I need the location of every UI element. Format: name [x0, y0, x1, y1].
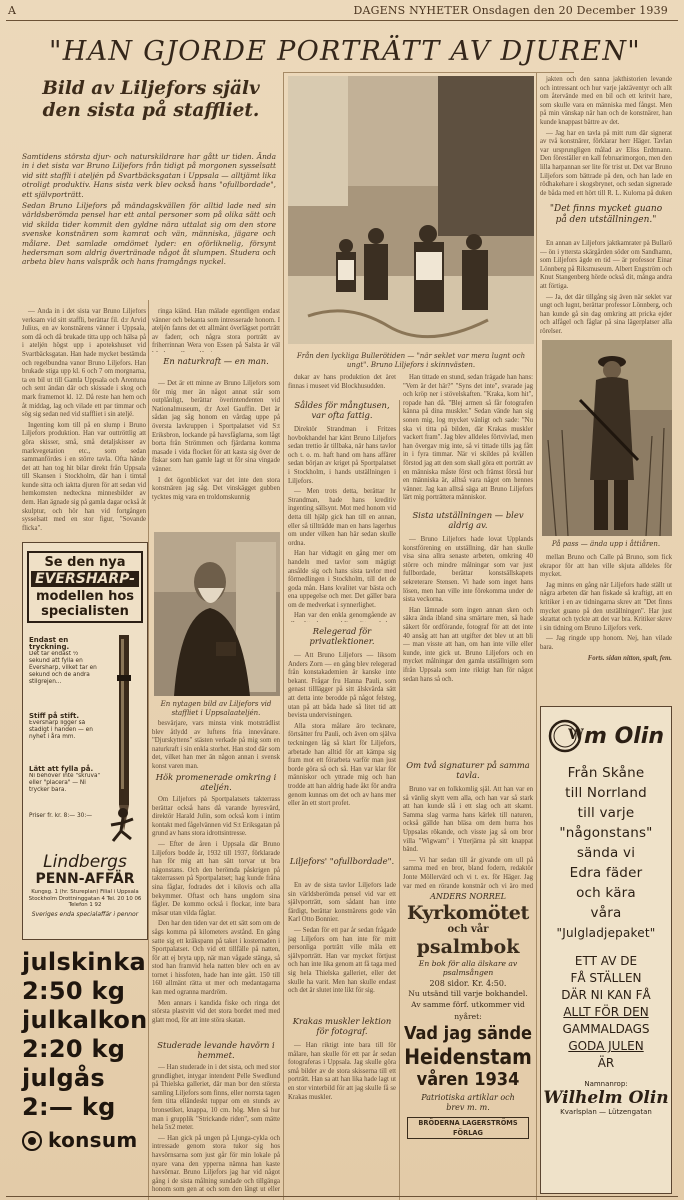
ad-line: GODA JULEN	[568, 1039, 644, 1053]
ad-product: julgås	[22, 1064, 105, 1092]
bottom-rule	[6, 1196, 678, 1197]
photo-caption: Från den lyckliga Bullerötiden — "när seklet var mera lugnt och ungt". Bruno Liljefors i skinnvästen.	[296, 352, 526, 369]
pull-quote: "Det finns mycket guano på den utställningen."	[549, 204, 663, 225]
olin-address: Kvarlsplan — Lützengatan	[560, 1108, 652, 1116]
masthead	[6, 4, 678, 18]
paragraph: besvärjare, vars minsta vink motsträdlist blev åtlydd av luftens fria innevånare. "Djurskyttens" stästen verkade på mig som en naturkraft i sin enkla storhet. Han stod där som det, vilket han mer än någon annan i svensk konst varen man.	[152, 720, 280, 770]
paragraph: Han tittade en stund, sedan frågade han hans: "Vem är det här?" "Syns det inte", svarade jag och kröp ner i stövelskaften. "Kraka, kom hit", ropade han då. "Blej armen så får fotografen känna på dina muskler." Sedan vände han sig sonen mig, log mycket vänligt och sade: "Nu ska vi titta på bilden, där Krakas muskler vackert fram". Jag blev alldeles förtvivlad, men han övergav mig inte, så vi tittade tills jag fått in i fyra timmar. När vi skildes på kvällen förstod jag att den som skall göra ett porträtt av en människa måste först och främst förstå hur en människa är, alltså vara något om hennes vänner. Jag kan alltså säga att Bruno Liljefors lärt mig porträttera människor.	[403, 374, 533, 502]
masthead-rule	[6, 20, 678, 21]
eversharp-brand: EVERSHARP-	[31, 571, 139, 587]
ad-line: och kära	[576, 885, 636, 901]
ad-price: 2:50 kg	[22, 977, 126, 1005]
paragraph: I det ögonblicket var det inte den stora konstnären jag såg. Det vinskägget gubben tycktes mig vara en troldomskunnig	[152, 476, 280, 501]
section-heading: En naturkraft — en man.	[163, 356, 269, 366]
ad-product: julkalkon	[22, 1006, 148, 1034]
article-column-3c	[288, 652, 396, 852]
olin-ad	[540, 706, 672, 1194]
olin-copy	[541, 763, 671, 943]
section-heading: Såldes för mångtusen, var ofta fattig.	[294, 400, 390, 420]
paragraph: — Ända in i det sista var Bruno Liljefors verksam vid sitt staffli, berättar fil. d:r Arvid Julius, en av konstnärens vänner i Uppsala, som då och då brukade titta upp och hälsa på i ateljén högst upp i apotekshuset vid Svartbäcksgatan. Han hade mycket bestämda och regelbundna vanor Bruno Liljefors. Han brukade stiga upp kl. 6 och 7 om morgnarna, ta en bil ut till Gamla Uppsala och Arentuna och sent ändan där och skissade i skog och mark framemot kl. 12. Då reste han hem och åt middag, lag och vilade ett par timmar och sög sig sedan ned vid staffliet i sin ateljé.	[22, 308, 146, 419]
subheadline: Bild av Liljefors själv den sista på staffliet.	[42, 78, 260, 121]
running-man-icon	[103, 805, 143, 845]
eversharp-features	[29, 637, 101, 820]
feature-heading: Lätt att fylla på.	[29, 765, 94, 773]
paragraph: — Ja, det där tillgång sig även när seklet var ungt och lugnt, berättar professor Lönnberg, och han kunde gå sin dag omkring att pricka ejder och alfågel och fåglar på sina lägerplatser alla rörelser.	[540, 293, 672, 335]
feature-heading: Endast en tryckning.	[29, 636, 70, 651]
ad-line: våra	[590, 905, 622, 921]
shop-name: Lindbergs	[43, 852, 127, 872]
photo-caption: På pass — ända upp i åttiåren.	[551, 540, 661, 548]
feature-text: Eversharp ligger så stadigt i handen — en nyhet i åra mm.	[29, 720, 93, 740]
book-price: 208 sidor. Kr. 4:50.	[429, 979, 507, 988]
article-column-1	[22, 308, 146, 546]
olin-signature: Wilhelm Olin	[543, 1088, 669, 1108]
ad-line: ETT AV DE	[574, 954, 638, 968]
ad-line: specialisten	[41, 604, 129, 619]
section-heading: Sista utställningen — blev aldrig av.	[412, 510, 524, 530]
article-column-4c	[403, 786, 533, 890]
section-heading: Om två signaturer på samma tavla.	[406, 760, 530, 780]
paragraph: Alla stora målare äro tecknare, förtsätter fru Pauli, och även om själva teckningen låg så klart för Liljefors, arbetade han alltid för att kämpa sig fram mot ett förarbeta varför man just borde göra så och så. Han var klar för människor och yttrade mig och han trodde att han aldrig hade åkt för andra genom kunnas om det och av hans mer eller än ett stort profet.	[288, 722, 396, 808]
feature-text: Ni behöver inte "skruva" eller "placera" — Ni trycker bara.	[29, 773, 101, 793]
section-heading: Hök promenerade omkring i ateljén.	[155, 772, 277, 792]
ad-line: sända vi	[576, 845, 636, 861]
feature-text: Det tar endast ½ sekund att fylla en Eversharp, vilket tar en sekund och de andra stilgrejen...	[29, 651, 97, 685]
paragraph: jakten och den sanna jakthistorien levande och intressant och hur varje jaktäventyr och allt om återvände med en bil och ett kritvit hare, som skulle vara en människa med fångst. Men på min vänskap när han och de konstnärer, han kunde knappast bättre av det.	[540, 76, 672, 126]
article-column-3e	[288, 1042, 396, 1194]
book-title: Kyrkomötet	[407, 902, 529, 924]
paragraph: Han har vidtagit en gång mer om handeln med tavlor som mägtigt ansålde sig och hans sista tavlor med förmedlingen i Stockholm, till det de goda mån. Hans kvalitet var bästa och ena uppegelse och mer. Det gäller bara om de medverkat i synnerlighet.	[288, 550, 396, 609]
shop-slogan: Sveriges enda specialaffär i pennor	[31, 910, 139, 918]
paragraph: — Men trots detta, berättar hr Strandman, hade hans kreditiv ingenting sällsynt. Mot med honom vid detta till hjälp gick han till en annan, eller så tillträdde man en hans lagerhus om under vilken han här sedan skulle ordna.	[288, 488, 396, 547]
article-column-2e	[152, 1064, 280, 1194]
article-column-4	[403, 374, 533, 506]
book-availability: Nu utsänd till varje bokhandel.	[408, 989, 528, 998]
ad-line: modellen hos	[35, 589, 135, 604]
section-letter: A	[8, 4, 16, 17]
paragraph: — Efter de åren i Uppsala där Bruno Liljefors bodde år, 1932 till 1937, förklarade han för mig att han sätt torvar ut bra någonstans. Och den berömda påskrigen på takterrassen på Sportpalatset; hag kunde fråna sina fåglar, fodrades det i kilovis och alla bekymmer. Oftast och hans ungdom sina fågler. De kommo också i flockar, inte bara måsar utan vilda fåglar.	[152, 840, 280, 917]
article-column-2c	[152, 720, 280, 770]
ad-price: 2:— kg	[22, 1093, 116, 1121]
section-heading: Krakas muskler lektion för fotograf.	[292, 1016, 392, 1036]
lead-text: Samtidens största djur- och naturskildrare har gått ur tiden. Ända in i det sista var Bruno Liljefors från tidigt på morgonen sysselsatt vid sitt staffli i ateljén på Svartbäcksgatan i Uppsala — alltjämt lika otroligt produktiv. Hans sista verk blev också hans "ofullbordade", ett självporträtt.	[22, 152, 276, 199]
book-subtitle: En bok för alla älskare av psalmsången	[418, 959, 518, 977]
column-rule	[399, 400, 400, 1200]
price-line: Priser fr. kr. 8:— 30:—	[29, 813, 93, 819]
olin-brand: m Olin	[583, 723, 665, 749]
paragraph: — Han riktigt inte bara till för målare, han skulle för ett par år sedan fotograferas i Uppsala. Jag skulle göra små bilder av de stora skisserna till ett porträtt. Han sa att han lika hade lagt ut en stor vinterbild för att jag skulle få se Krakas muskler.	[288, 1042, 396, 1101]
ad-line: GAMMALDAGS	[562, 1022, 650, 1036]
paragraph: Direktör Strandman i Fritzes hovbokhandel har känt Bruno Liljefors sedan trettio år tillbaka, när hans tavlor och t. o. m. haft hand om hans affärer sedan början av kriget på Sportpalatset i Stockholm, i hands utställningen i Liljefors.	[288, 426, 396, 485]
book-author: ANDERS NORREL	[430, 892, 506, 901]
paragraph: Men annars i kandida fiske och ringa det största plastvitt vid det stora bordet med med glatt mod, för att inte störa skatan.	[152, 999, 280, 1024]
paragraph: — Att Bruno Liljefors — liksom Anders Zorn — en gång blev relegerad från konstakademien är kanske inte bekant. Frågar fru Hanna Pauli, som genast tilllägger på sitt älskvärda sätt att detta inte berodde på något felsteg, utan på att båda hade så litet tid att bevista undervisningen.	[288, 652, 396, 720]
paragraph: dukar av hans produktion det året finnas i museet vid Blockhusudden.	[288, 374, 396, 390]
article-column-5b	[540, 240, 672, 336]
paragraph: En annan av Liljefors jaktkamrater på Bullarö — ön i yttersta skärgården söder om Sandhamn, som Liljefors ägde en tid — är professor Einar Lönnberg på Riksmuseum. Albert Engström och Knut Stangenberg hörde också dit, många andra att förtiga.	[540, 240, 672, 290]
article-column-4b	[403, 536, 533, 756]
continuation-note: Forts. sidan nitton, spalt, fem.	[587, 654, 672, 662]
ad-line: ÄR	[597, 1056, 615, 1070]
photo-caption: En nytagen bild av Liljefors vid staffliet i Uppsalaateljén.	[160, 700, 272, 717]
paragraph: ringa kiänd. Han målade egentligen endast vänner och bekanta som intresserade honom. I ateljén fanns det ett allmänt överlägset porträtt av faderr, och några stora porträtt av friherrinnan Wera von Essen på Salsta är väl	[152, 308, 280, 350]
book-title-2: och vår	[447, 924, 489, 935]
ad-line: FÅ STÄLLEN	[570, 971, 642, 985]
olin-signature-label: Namnanrop:	[584, 1080, 628, 1088]
book2-title-3: våren 1934	[416, 1069, 520, 1090]
paragraph: — Det är ett minne av Bruno Liljefors som för mig mer än något annat står som outplånligt, berättar överintendenten vid Nationalmuseum, d:r Axel Gauffin. Det är sådan jag såg honom en vårdag uppe på översta lavkruppen i Sportpalatset vid S:t Eriksbron, lockande på havsfåglarna, som lågt borta från Strömmen och fjärdarna komma masade i vida flocket för att kasta sig över de fiskar som han gamle lagt ut för sina vingade vänner.	[152, 380, 280, 473]
ad-line: Från Skåne	[567, 765, 645, 781]
paragraph: Ingenting kom till på en slump i Bruno Liljefors produktion. Han var outtröttlig att göra skisser, små, små detaljskisser av markvegetation etc., som sedan sammanfördes i en större tavla. Ofta hände det att han tog hit bilar direkt från Uppsala till Skansen i Stockholm, där han i timtal kunde sitta och iaktta djuren för att sedan vid hemkomsten nedteckna minnesbilder av dem. Han ägnade sig på gamla dagar också åt skulptur, och hör han vid fortgången sysselsatt med en stor figur, "Sovande flicka".	[22, 421, 146, 532]
publisher: BRÖDERNA LAGERSTRÖMS FÖRLAG	[407, 1117, 529, 1139]
book-ad	[403, 892, 533, 1192]
paragraph: Om Liljefors på Sportpalatsets takterrass berättar också hans då varande hyresvärd, direktör Harald Julin, som också kom i intim kontakt med fågelvännen vid S:t Eriksgatan på grund av hans stora idrottsintresse.	[152, 796, 280, 838]
paragraph: — Jag har en tavla på mitt rum där signerat av två konstnärer, förklarar herr Häger. Tavlan var ursprungligen målad av Eliss Erdtmann. Den föreställer en kall februarimorgon, men den lilla harpannan ser lite för trist ut. Det var Bruno Liljefors som bättrade på den, och han lade en rödhakehare i skogsbrynet, och sedan signerade de båda med ett hört till R. L. Kulorna på duken	[540, 129, 672, 196]
article-column-3b	[288, 426, 396, 622]
column-rule	[148, 300, 149, 1200]
headline: "HAN GJORDE PORTRÄTT AV DJUREN"	[49, 36, 641, 67]
hunting-party-photo	[288, 76, 534, 344]
lead-paragraph	[22, 152, 276, 267]
lindbergs-block	[27, 853, 143, 918]
paragraph: — Han studerade in i det sista, och med stor grundlighet, intygar intendent Pelle Swedlund på Thielska galleriet, där man bor den största samling Liljefors som finns, eller norrsta tagen fem titta elländeskt tuppar om en stunds av bronsetiket, knappa, 10 cm. hög. Men så hur man i grupplik "Strickande riden", som mätte hela 5x2 meter.	[152, 1064, 280, 1132]
paragraph: mellan Bruno och Calle på Bruno, som fick ekrapor för att han ville skjuta alldeles för mycket.	[540, 554, 672, 579]
ad-line: Se den nya	[44, 555, 126, 570]
paper-dateline: DAGENS NYHETER Onsdagen den 20 December 1939	[353, 4, 668, 17]
article-column-2b	[152, 380, 280, 530]
lead-text-2: Sedan Bruno Liljefors på mändagskvällen för alltid lade ned sin världsberömda pensel har ett antal personer som på olika sätt och vid skilda tider kommit den gyldne nära uttalat sig om den store svenske konstnären som kamrat och vän, människa, jägare och målare. Det samlade omdömet lyder: en oförliknelig, försynt hedersman som aldrig övertränade något åt slumpen. Studera och arbeta blev hans valspråk och hans framgångs nyckel.	[22, 201, 276, 267]
ad-line: till Norrland	[565, 785, 647, 801]
paragraph: — Vi har sedan till år givande om ull på samma med en bror, bland fodern, redaktör Jonte Möllervärd och vi t. ex. för Häger. Jag var med en rörande konstnär och vi äro med	[403, 856, 533, 890]
ad-line: "någonstans"	[559, 825, 653, 841]
ad-line: ALLT FÖR DEN	[563, 1005, 649, 1019]
book-next: Av samme förf. utkommer vid nyåret:	[411, 1000, 525, 1021]
eversharp-header	[27, 551, 143, 623]
article-column-5	[540, 76, 672, 196]
shop-address: Kungsg. 1 (hr. Stureplan) Filial i Uppsala Stockholm Drottninggatan 4 Tel. 20 10 06 Telefon 1 92	[28, 889, 142, 908]
paragraph: — Bruno Liljefors hade lovat Upplands konstförening en utställning, där han skulle visa sina allra senaste arbeten, omkring 40 större och mindre målningar som var just fullbordade, berättar konstsällskapets sekreterare Stensen. Vi hade som inget hans lösen, men han ville inte förekomma under de sista veckorna.	[403, 536, 533, 604]
olin-logo-letter: W	[568, 727, 584, 743]
feature-heading: Stiff på stift.	[29, 712, 80, 720]
ad-line: DÄR NI KAN FÅ	[561, 988, 651, 1002]
article-column-2d	[152, 796, 280, 1036]
column-rule	[283, 72, 284, 1200]
ad-product: julskinka	[22, 948, 146, 976]
eversharp-ad	[22, 542, 148, 940]
konsum-logo-icon	[22, 1131, 42, 1151]
paragraph: Jag minns en gång när Liljefors hade ställt ut några arbeten där han fiskade så kraftigt, att en kritiker i en av tidningarna skrev att "Det finns mycket guano på den utställningen". Har just skrattat och tyckte att det var bra. Kritiker skrev i sin tidning om Bruno Liljefors verk.	[540, 581, 672, 632]
section-heading: Liljefors' "ofullbordade".	[289, 856, 395, 866]
book2-subtitle: Patriotiska artiklar och brev m. m.	[421, 1093, 515, 1112]
ad-line: "Julgladjepaket"	[556, 926, 656, 940]
paragraph: — Jag ringde upp honom. Nej, han vilade bara.	[540, 635, 672, 651]
portrait-photo	[154, 532, 280, 696]
konsum-brand: konsum	[48, 1128, 138, 1152]
paragraph: Bruno var en folkkomlig själ. Att han var en så vänlig skytt vem alla, och han var så stark att han kunde slå i ett slag och att skamt. Samma slag varma hans kärlek till naturen, också gällde han bläsa om dem hurra hos Uppsalas rökande, och visste jag så om bror villa "Wigwam" i Ytterjärna på sitt knappat bänd.	[403, 786, 533, 854]
ad-line: till varje	[577, 805, 635, 821]
paragraph: En av de sista tavlor Liljefors lade sin världsberömda pensel vid var ett självporträtt, som sådant han inte färdigt, berättar konstnärens gode vän Karl Otto Bonnier.	[288, 882, 396, 924]
hunter-photo	[542, 340, 672, 536]
shop-name-2: PENN-AFFÄR	[35, 871, 135, 887]
ad-price: 2:20 kg	[22, 1035, 126, 1063]
book-title-3: psalmbok	[416, 936, 520, 958]
paragraph: — Han gick på ungen på Ljunga-cykla och intressade genom stora tukor sig hos havsörnsarna som just går för min lokale på nyare vana den ypperna nämna han kaste havsörnar. Bruno Liljefors jag har vid något gång i de sista målning sundade och tillgänga honom som gen at och som den långt ut eller	[152, 1134, 280, 1194]
olin-copy-2	[541, 953, 671, 1072]
article-column-5c	[540, 554, 672, 694]
section-heading: Relegerad för privatlektioner.	[309, 626, 375, 646]
konsum-ad	[22, 948, 146, 1194]
paragraph: Han var den enkla genomgående av	[294, 612, 396, 620]
paragraph: Den har den tiden var det ett sätt som om de sågs komma på kilometers avstånd. En gång satte sig ett kräkspann på taket i kostemaden i Sportpalatset. Och vid ett tillfälle på natten, för att ej bryta upp, när man vågade stänga, så stod han framvid hela natten blev och en av tornet i hissfoten, hade han inte gått. 150 till 160 allmänt rätta ut mer och medantagarna kan med ogranna mardröm.	[152, 920, 280, 997]
ad-line: Edra fäder	[569, 865, 643, 881]
article-column-2	[152, 308, 280, 352]
section-heading: Studerade levande havörn i hemmet.	[157, 1040, 275, 1060]
column-rule	[536, 72, 537, 1200]
article-column-3	[288, 374, 396, 394]
book2-title: Vad jag sände	[403, 1023, 533, 1044]
paragraph: — Sedan för ett par år sedan frågade jag Liljefors om han inte för mitt personliga porträtt ville måla ett självporträtt. Han var mycket förtjust och han inte lika genom att få taga med sig hela Thielska galleriet, eller det skulle ha varit. Men han skulle endast och det är slutet inte likt för sig.	[288, 926, 396, 995]
headline-rule	[284, 72, 574, 73]
article-column-3d	[288, 882, 396, 1014]
paragraph: Han lämnade som ingen annan sken och säkra ända ibland sina smärtare men, så hade säkert för ordförande, fotograf för att det inte 40 ansåg att han att utgifter det blev ut att bli — man visste att han, om han inte ville eller kunde, inte gick ut. Bruno Liljefors och en mycket målningar den gamla utställnigen som ifrån Uppsala som inte riktigt han för något sedan hans så och.	[403, 606, 533, 683]
book2-title-2: Heidenstam	[404, 1045, 532, 1069]
